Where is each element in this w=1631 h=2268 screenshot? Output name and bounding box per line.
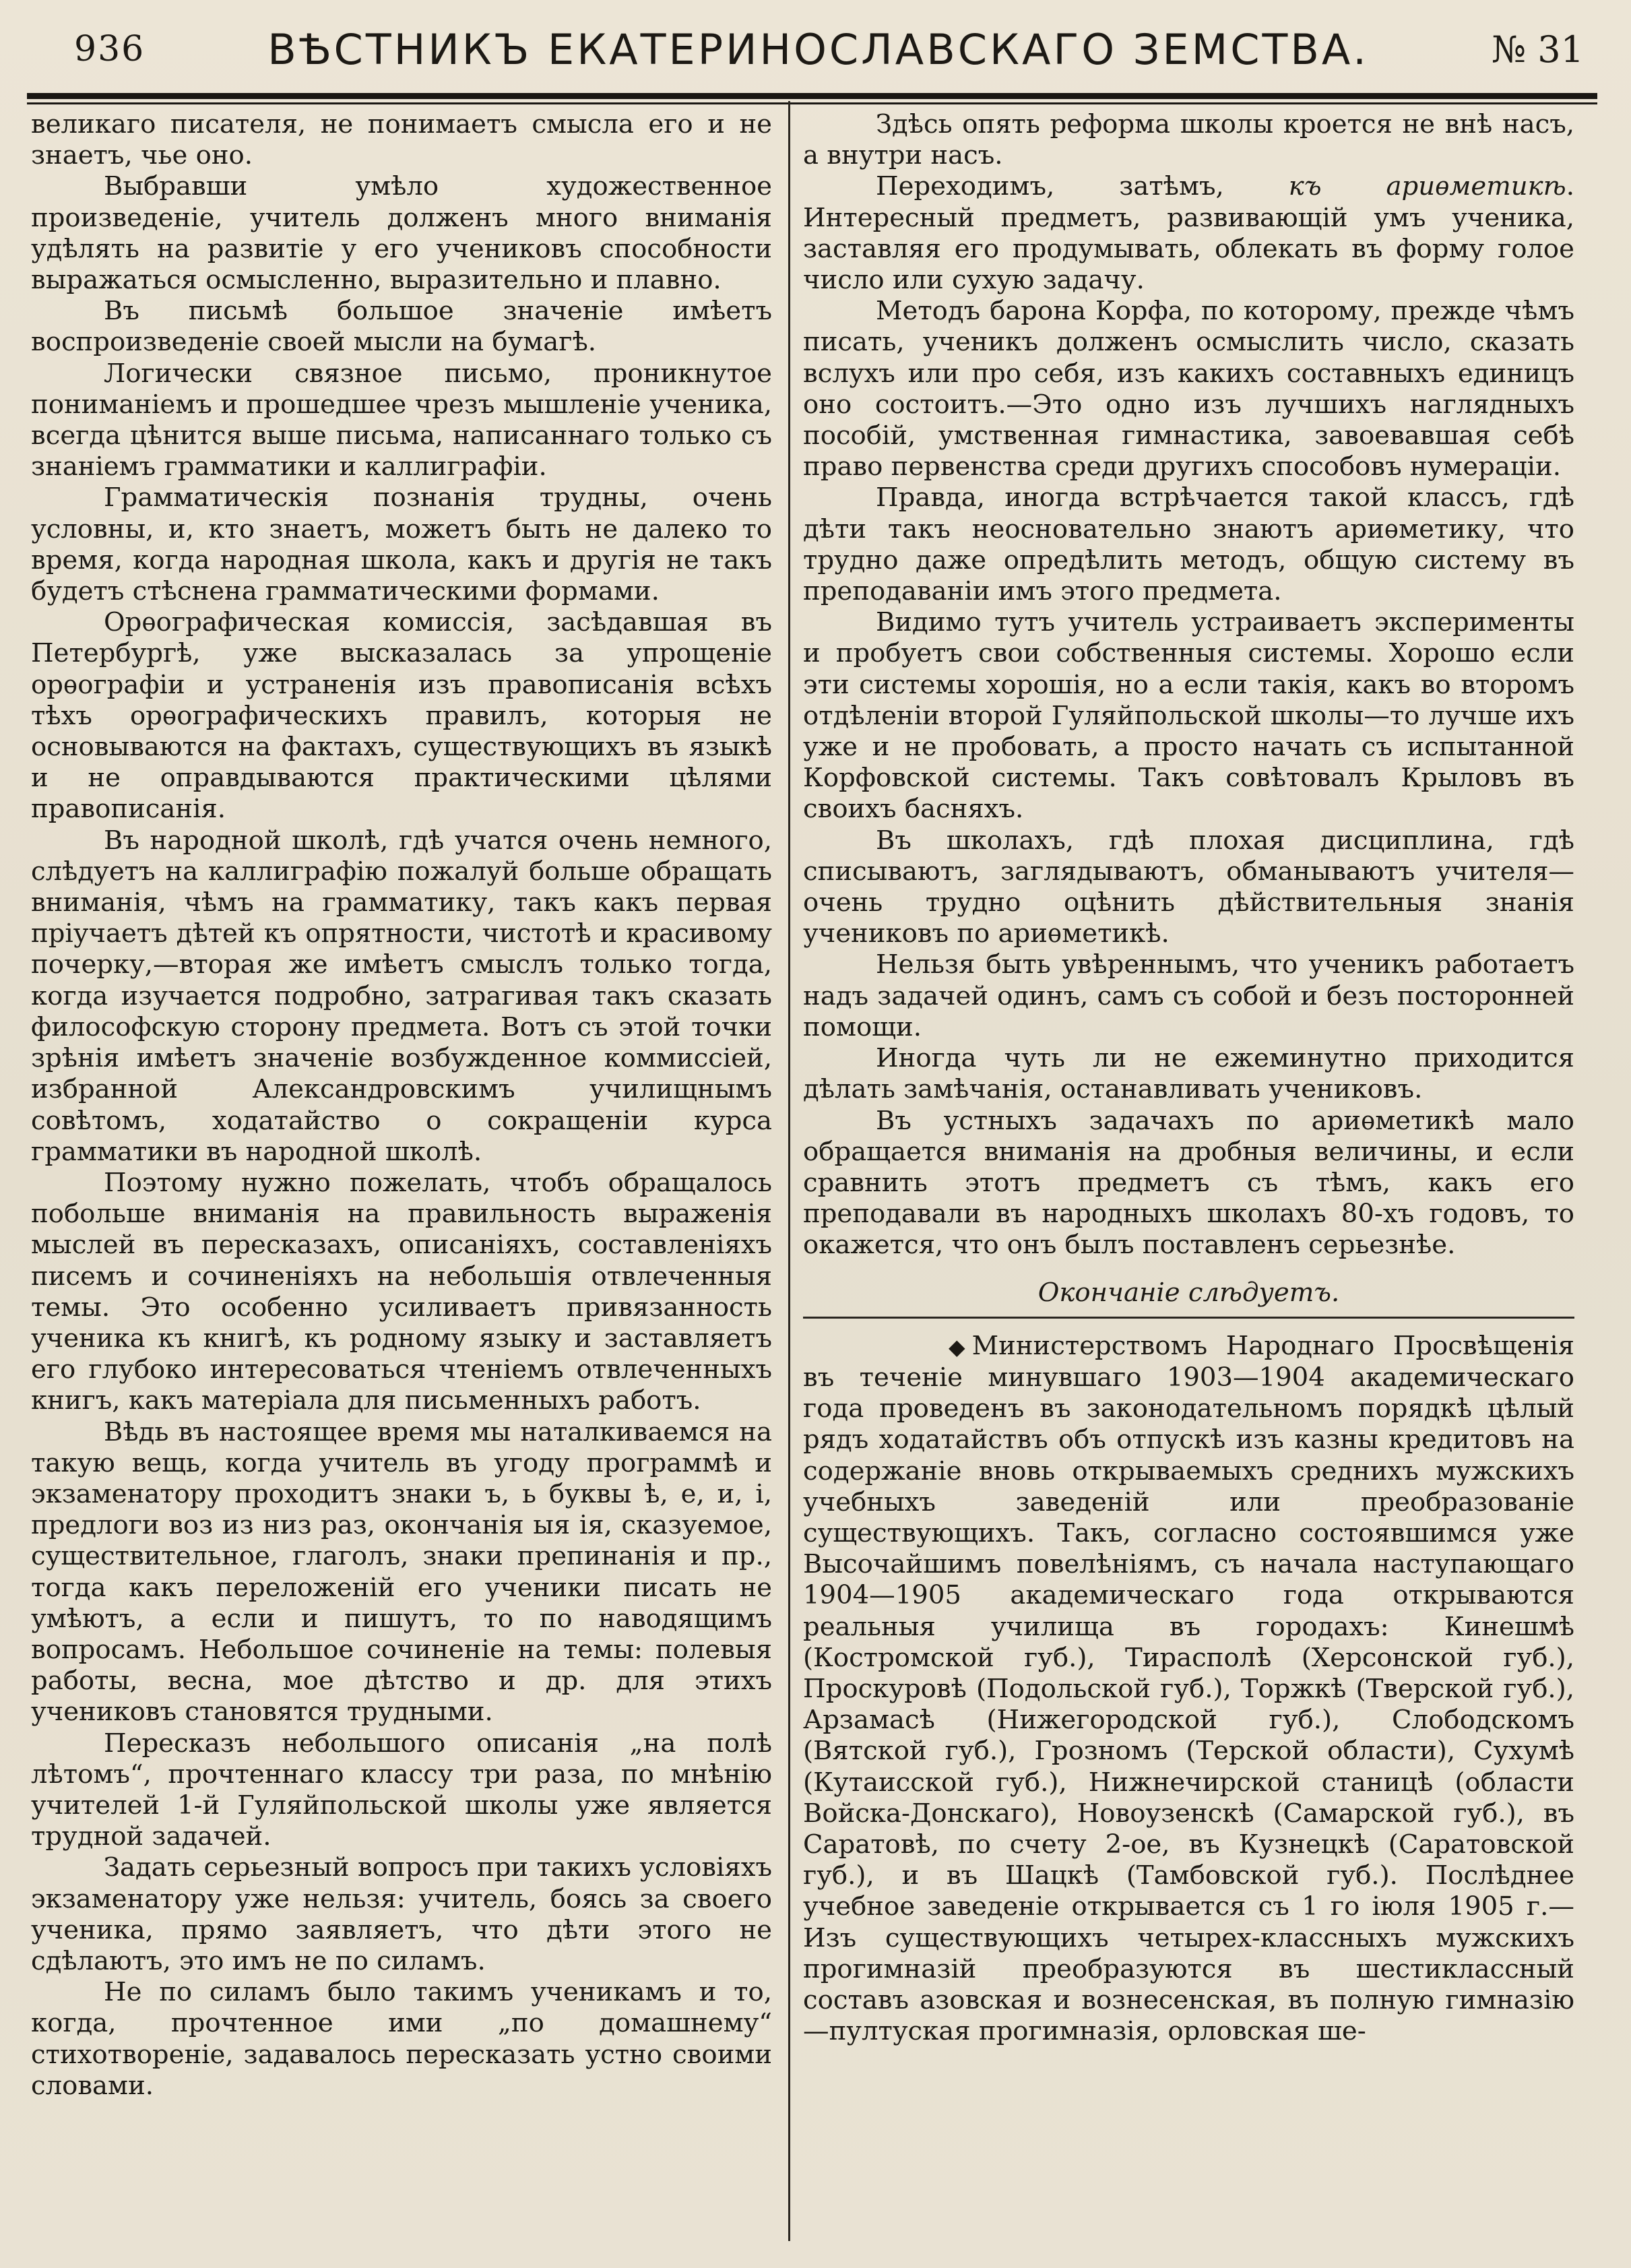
section-separator: [803, 1317, 1574, 1319]
news-text: Министерствомъ Народнаго Просвѣщенія въ теченіе минувшаго 1903—1904 академическаго года проведенъ въ законодательномъ порядкѣ цѣлый рядъ ходатайствъ объ отпускѣ изъ казны кредитовъ на содержаніе вновь открываемыхъ среднихъ мужскихъ учебныхъ заведеній или преобразованіе существующихъ. Такъ, согласно состоявшимся уже Высочайшимъ повелѣніямъ, съ начала наступающаго 1904—1905 академическаго года открываются реальныя училища въ городахъ: Кинешмѣ (Костромской губ.), Тирасполѣ (Херсонской губ.), Проскуровѣ (Подольской губ.), Торжкѣ (Тверской губ.), Арзамасѣ (Нижегородской губ.), Слободскомъ (Вятской губ.), Грозномъ (Терской области), Сухумѣ (Кутаисской губ.), Нижнечирской станицѣ (области Войска-Донскаго), Новоузенскѣ (Самарской губ.), въ Саратовѣ, по счету 2-ое, въ Кузнецкѣ (Саратовской губ.), и въ Шацкѣ (Тамбовской губ.). Послѣднее учебное заведеніе открывается съ 1 го іюля 1905 г.— Изъ существующихъ четырех-классныхъ мужскихъ прогимназій преобразуются въ шестиклассный составъ азовская и вознесенская, въ полную гимназію—пултуская прогимназія, орловская ше-: [803, 1330, 1574, 2047]
diamond-bullet-icon: ◆: [949, 1333, 965, 1360]
paragraph: Методъ барона Корфа, по которому, прежде чѣмъ писать, ученикъ долженъ осмыслить число, сказать вслухъ или про себя, изъ какихъ составныхъ единицъ оно состоитъ.—Это одно изъ лучшихъ наглядныхъ пособій, умственная гимнастика, завоевавшая себѣ право первенства среди другихъ способовъ нумераціи.: [803, 296, 1574, 482]
header-rule-thick: [27, 93, 1597, 99]
arithmetic-intro-paragraph: [803, 171, 1574, 296]
arithmetic-intro-text: Переходимъ, затѣмъ,: [876, 171, 1289, 202]
header-rule-thin: [27, 102, 1597, 104]
arithmetic-intro-rest: . Интересный предметъ, развивающій умъ ученика, заставляя его продумывать, облекать въ форму голое число или сухую задачу.: [803, 171, 1574, 296]
paragraph: Логически связное письмо, проникнутое пониманіемъ и прошедшее чрезъ мышленіе ученика, всегда цѣнится выше письма, написаннаго только съ знаніемъ грамматики и каллиграфіи.: [31, 358, 772, 482]
page-number: 936: [74, 29, 146, 69]
to-be-continued: Окончаніе слѣдуетъ.: [1037, 1277, 1340, 1308]
paragraph: Правда, иногда встрѣчается такой классъ, гдѣ дѣти такъ неосновательно знаютъ ариѳметику, что трудно даже опредѣлить методъ, общую систему въ преподаваніи имъ этого предмета.: [803, 482, 1574, 607]
paragraph: Пересказъ небольшого описанія „на полѣ лѣтомъ“, прочтеннаго классу три раза, по мнѣнію учителей 1-й Гуляйпольской школы уже является трудной задачей.: [31, 1728, 772, 1852]
paragraph: Поэтому нужно пожелать, чтобъ обращалось побольше вниманія на правильность выраженія мыслей въ пересказахъ, описаніяхъ, составленіяхъ писемъ и сочиненіяхъ на небольшія отвлеченныя темы. Это особенно усиливаетъ привязанность ученика къ книгѣ, къ родному языку и заставляетъ его глубоко интересоваться чтеніемъ отвлеченныхъ книгъ, какъ матеріала для письменныхъ работъ.: [31, 1167, 772, 1416]
paragraph: Иногда чуть ли не ежеминутно приходится дѣлать замѣчанія, останавливать учениковъ.: [803, 1043, 1574, 1105]
arithmetic-heading-italic: къ ариѳметикѣ: [1288, 171, 1566, 202]
paragraph: Въ школахъ, гдѣ плохая дисциплина, гдѣ списываютъ, заглядываютъ, обманываютъ учителя—очень трудно оцѣнить дѣйствительныя знанія учениковъ по ариѳметикѣ.: [803, 825, 1574, 949]
issue-number: № 31: [1492, 28, 1584, 71]
paragraph: Вѣдь въ настоящее время мы наталкиваемся на такую вещь, когда учитель въ угоду программѣ и экзаменатору проходитъ знаки ъ, ь буквы ѣ, е, и, і, предлоги воз из низ раз, окончанія ыя ія, сказуемое, существительное, глаголъ, знаки препинанія и пр., тогда какъ переложеній его ученики писать не умѣютъ, а если и пишутъ, то по наводящимъ вопросамъ. Небольшое сочиненіе на темы: полевыя работы, весна, мое дѣтство и др. для этихъ учениковъ становятся трудными.: [31, 1416, 772, 1728]
paragraph: великаго писателя, не понимаетъ смысла его и не знаетъ, чье оно.: [31, 109, 772, 171]
paragraph: Выбравши умѣло художественное произведеніе, учитель долженъ много вниманія удѣлять на развитіе у его учениковъ способности выражаться осмысленно, выразительно и плавно.: [31, 171, 772, 296]
paragraph: Видимо тутъ учитель устраиваетъ эксперименты и пробуетъ свои собственныя системы. Хорошо если эти системы хорошія, но а если такія, какъ во второмъ отдѣленіи второй Гуляйпольской школы—то лучше ихъ уже и не пробовать, а просто начать съ испытанной Корфовской системы. Такъ совѣтовалъ Крыловъ въ своихъ басняхъ.: [803, 607, 1574, 825]
paragraph: Въ письмѣ большое значеніе имѣетъ воспроизведеніе своей мысли на бумагѣ.: [31, 296, 772, 358]
right-column: [803, 109, 1574, 2234]
paragraph: Грамматическія познанія трудны, очень условны, и, кто знаетъ, можетъ быть не далеко то время, когда народная школа, какъ и другія не такъ будетъ стѣснена грамматическими формами.: [31, 482, 772, 607]
journal-title: ВѢСТНИКЪ ЕКАТЕРИНОСЛАВСКАГО ЗЕМСТВА.: [267, 24, 1370, 74]
paragraph: Задать серьезный вопросъ при такихъ условіяхъ экзаменатору уже нельзя: учитель, боясь за своего ученика, прямо заявляетъ, что дѣти этого не сдѣлаютъ, это имъ не по силамъ.: [31, 1852, 772, 1976]
paragraph: Въ народной школѣ, гдѣ учатся очень немного, слѣдуетъ на каллиграфію пожалуй больше обращать вниманія, чѣмъ на грамматику, такъ какъ первая пріучаетъ дѣтей къ опрятности, чистотѣ и красивому почерку,—вторая же имѣетъ смыслъ только тогда, когда изучается подробно, затрагивая такъ сказать философскую сторону предмета. Вотъ съ этой точки зрѣнія имѣетъ значеніе возбужденное коммиссіей, избранной Александровскимъ училищнымъ совѣтомъ, ходатайство о сокращеніи курса грамматики въ народной школѣ.: [31, 825, 772, 1167]
page-header: [74, 12, 1584, 86]
paragraph: Нельзя быть увѣреннымъ, что ученикъ работаетъ надъ задачей одинъ, самъ съ собой и безъ посторонней помощи.: [803, 949, 1574, 1042]
paragraph: Орѳографическая комиссія, засѣдавшая въ Петербургѣ, уже высказалась за упрощеніе орѳографіи и устраненія изъ правописанія всѣхъ тѣхъ орѳографическихъ правилъ, которыя не основываются на фактахъ, существующихъ въ языкѣ и не оправдываются практическими цѣлями правописанія.: [31, 607, 772, 825]
paragraph: Здѣсь опять реформа школы кроется не внѣ насъ, а внутри насъ.: [803, 109, 1574, 171]
news-paragraph: [803, 1331, 1574, 2048]
column-divider: [788, 101, 790, 2241]
left-column: [31, 109, 772, 2234]
paragraph: Не по силамъ было такимъ ученикамъ и то, когда, прочтенное ими „по домашнему“ стихотвореніе, задавалось пересказать устно своими словами.: [31, 1977, 772, 2101]
paragraph: Въ устныхъ задачахъ по ариѳметикѣ мало обращается вниманія на дробныя величины, и если сравнить этотъ предметъ съ тѣмъ, какъ его преподавали въ народныхъ школахъ 80-хъ годовъ, то окажется, что онъ былъ поставленъ серьезнѣе.: [803, 1105, 1574, 1261]
